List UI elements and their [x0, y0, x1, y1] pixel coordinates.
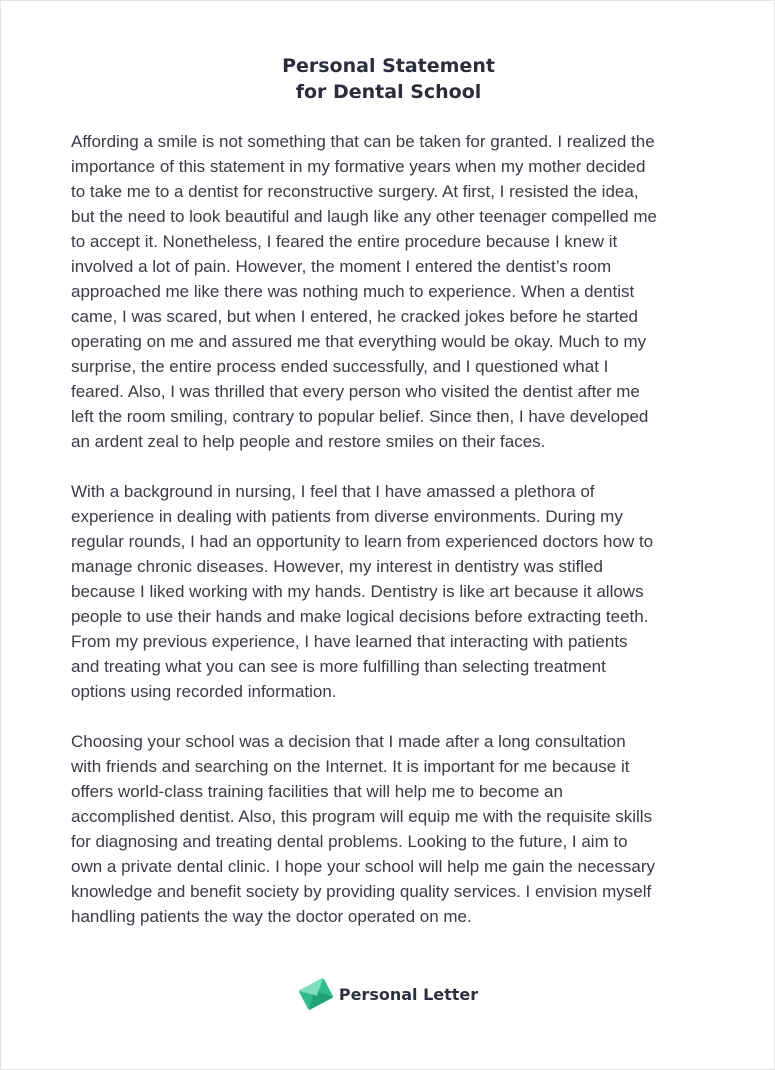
document-title [1, 53, 775, 105]
text-line: options using recorded information. [71, 682, 337, 701]
text-line: feared. Also, I was thrilled that every person who visited the dentist after me [71, 382, 640, 401]
title-line-2: for Dental School [295, 81, 482, 103]
text-line: handling patients the way the doctor operated on me. [71, 907, 472, 926]
paragraph-2 [71, 479, 721, 704]
text-line: Choosing your school was a decision that I made after a long consultation [71, 732, 626, 751]
brand-logo [299, 974, 478, 1014]
text-line: left the room smiling, contrary to popular belief. Since then, I have developed [71, 407, 649, 426]
text-line: involved a lot of pain. However, the moment I entered the dentist’s room [71, 257, 612, 276]
text-line: and treating what you can see is more fulfilling than selecting treatment [71, 657, 606, 676]
text-line: to take me to a dentist for reconstructive surgery. At first, I resisted the idea, [71, 182, 639, 201]
paragraph-3 [71, 729, 721, 929]
text-line: importance of this statement in my formative years when my mother decided [71, 157, 646, 176]
text-line: knowledge and benefit society by providing quality services. I envision myself [71, 882, 652, 901]
text-line: for diagnosing and treating dental problems. Looking to the future, I aim to [71, 832, 628, 851]
paragraph-1 [71, 129, 721, 454]
brand-name: Personal Letter [338, 984, 479, 1004]
text-line: an ardent zeal to help people and restore smiles on their faces. [71, 432, 546, 451]
text-line: approached me like there was nothing much to experience. When a dentist [71, 282, 635, 301]
text-line: because I liked working with my hands. Dentistry is like art because it allows [71, 582, 644, 601]
statement-body [71, 129, 721, 954]
text-line: regular rounds, I had an opportunity to learn from experienced doctors how to [71, 532, 654, 551]
text-line: to accept it. Nonetheless, I feared the entire procedure because I knew it [71, 232, 618, 251]
text-line: accomplished dentist. Also, this program will equip me with the requisite skills [71, 807, 653, 826]
footer-brand [1, 974, 775, 1014]
text-line: surprise, the entire process ended successfully, and I questioned what I [71, 357, 609, 376]
text-line: offers world-class training facilities that will help me to become an [71, 782, 563, 801]
envelope-logo-icon [299, 974, 333, 1014]
text-line: Affording a smile is not something that can be taken for granted. I realized the [71, 132, 655, 151]
text-line: but the need to look beautiful and laugh like any other teenager compelled me [71, 207, 657, 226]
text-line: experience in dealing with patients from diverse environments. During my [71, 507, 623, 526]
title-line-1: Personal Statement [282, 55, 495, 77]
text-line: manage chronic diseases. However, my interest in dentistry was stifled [71, 557, 603, 576]
text-line: With a background in nursing, I feel that I have amassed a plethora of [71, 482, 595, 501]
text-line: came, I was scared, but when I entered, he cracked jokes before he started [71, 307, 638, 326]
text-line: own a private dental clinic. I hope your school will help me gain the necessary [71, 857, 655, 876]
text-line: with friends and searching on the Internet. It is important for me because it [71, 757, 630, 776]
text-line: people to use their hands and make logical decisions before extracting teeth. [71, 607, 649, 626]
text-line: From my previous experience, I have learned that interacting with patients [71, 632, 628, 651]
text-line: operating on me and assured me that everything would be okay. Much to my [71, 332, 647, 351]
